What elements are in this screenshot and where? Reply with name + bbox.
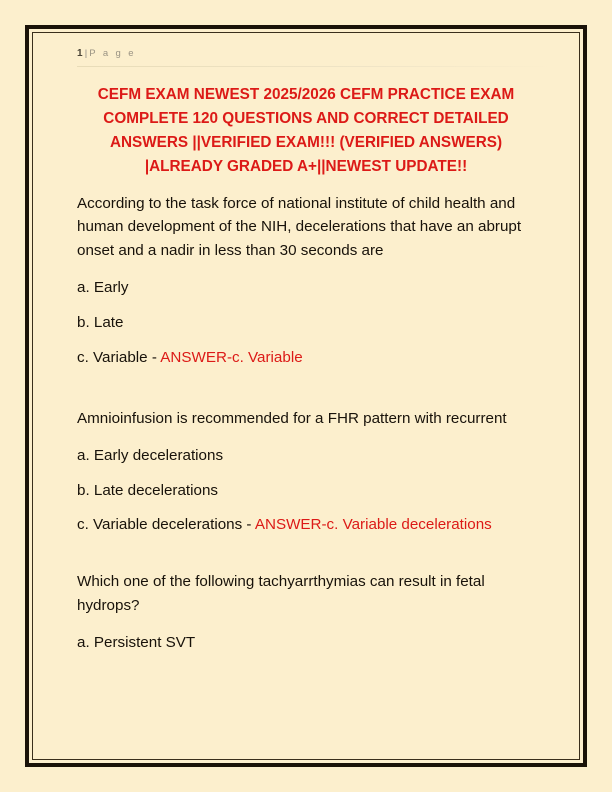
block-spacer	[77, 381, 539, 407]
question-option	[77, 444, 539, 468]
page-header-label: P a g e	[89, 48, 136, 59]
question-stem: Amnioinfusion is recommended for a FHR pattern with recurrent	[77, 409, 507, 427]
question-block	[77, 407, 539, 537]
option-text: b. Late decelerations	[77, 481, 219, 499]
question-block	[77, 570, 539, 655]
option-text: b. Late	[77, 314, 124, 332]
header-divider	[77, 66, 552, 67]
question-option	[77, 631, 539, 655]
question-option	[77, 479, 539, 503]
option-text: a. Persistent SVT	[77, 633, 196, 651]
question-stem: According to the task force of national institute of child health and human development of the NIH, decelerations that have an abrupt onset and a nadir in less than 30 seconds are	[77, 194, 522, 260]
option-text: c. Variable -	[77, 348, 161, 366]
page-header-separator: |	[84, 48, 88, 59]
page-border-frame	[25, 25, 587, 767]
answer-text: ANSWER-c. Variable	[160, 348, 303, 366]
page-number: 1	[77, 48, 83, 59]
question-option	[77, 311, 539, 335]
page-header	[77, 43, 539, 63]
block-spacer	[77, 548, 539, 570]
question-option	[77, 513, 539, 537]
page-border-inner-rule	[32, 32, 580, 760]
question-block	[77, 192, 539, 370]
question-option	[77, 276, 539, 300]
question-option	[77, 346, 539, 370]
answer-text: ANSWER-c. Variable decelerations	[254, 516, 492, 534]
page-content-area	[33, 33, 579, 759]
option-text: a. Early decelerations	[77, 446, 224, 464]
question-stem: Which one of the following tachyarrthymias can result in fetal hydrops?	[77, 573, 485, 615]
option-text: c. Variable decelerations -	[77, 516, 255, 534]
document-title: CEFM EXAM NEWEST 2025/2026 CEFM PRACTICE EXAM COMPLETE 120 QUESTIONS AND CORRECT DETAILED ANSWERS ||VERIFIED EXAM!!! (VERIFIED ANSWERS) |ALREADY GRADED A+||NEWEST UPDATE!!	[97, 86, 515, 176]
option-text: a. Early	[77, 279, 129, 297]
